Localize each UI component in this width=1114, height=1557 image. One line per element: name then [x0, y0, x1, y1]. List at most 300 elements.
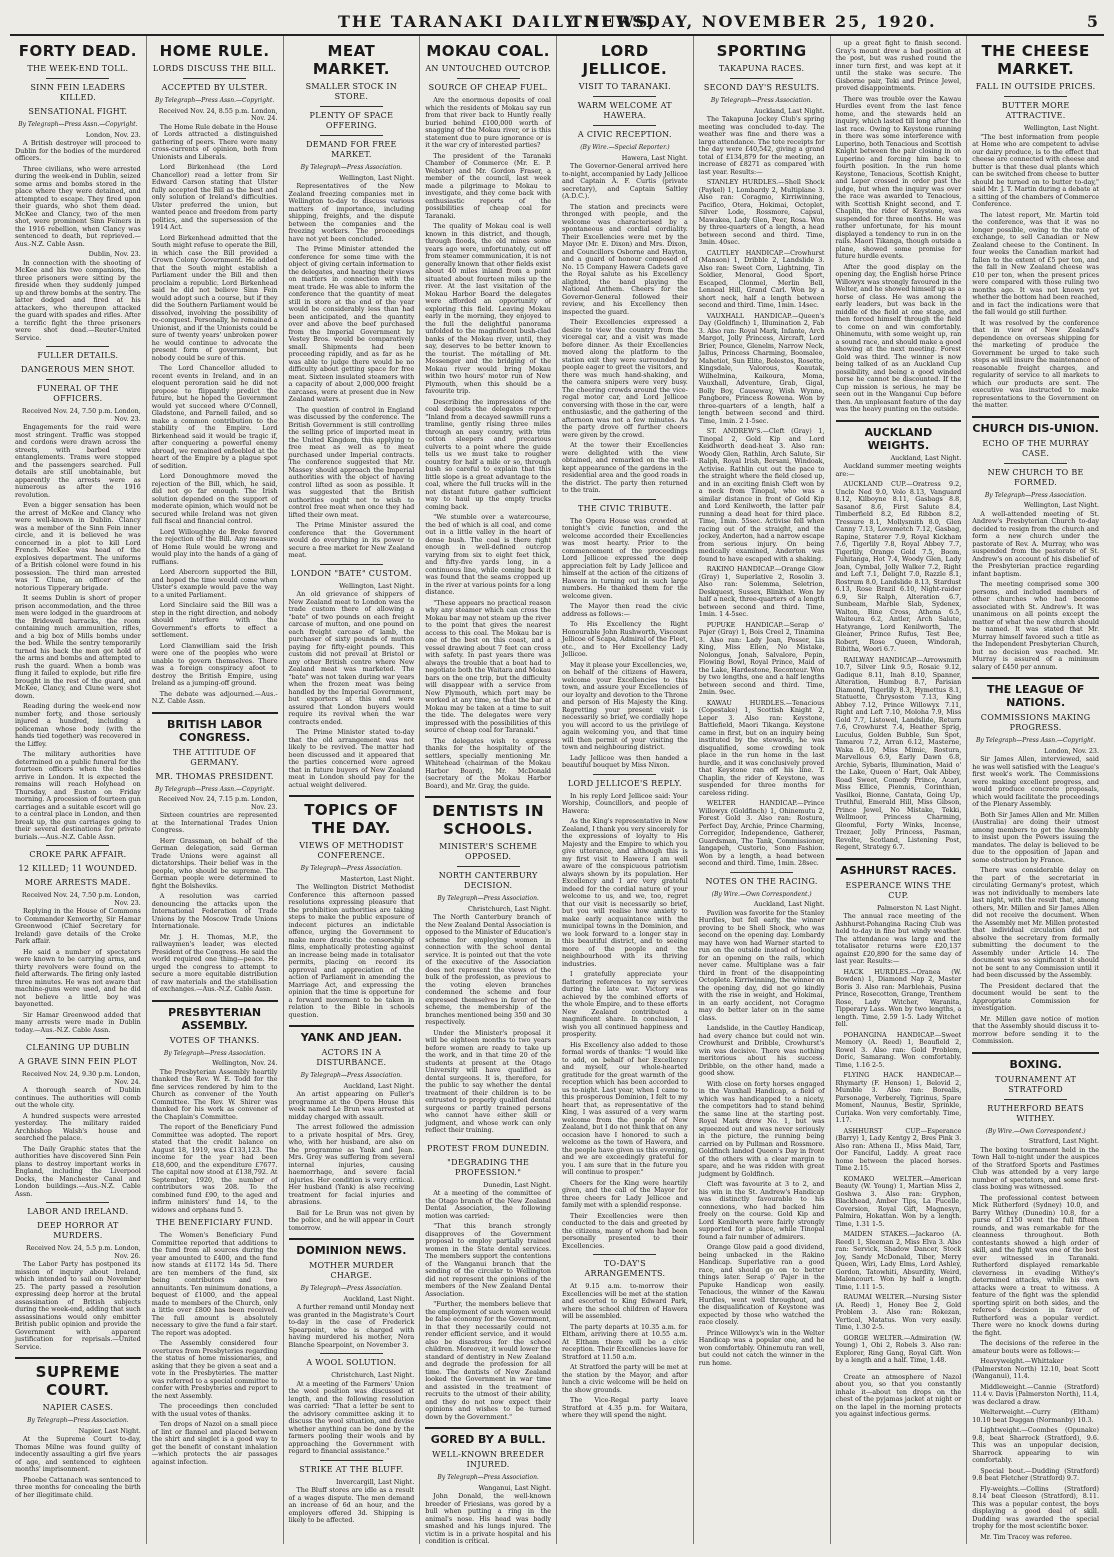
divider — [593, 774, 656, 775]
column-5 — [557, 36, 694, 1544]
headline: ASHHURST RACES. — [840, 863, 957, 877]
headline: DOMINION NEWS. — [296, 1244, 407, 1257]
divider — [183, 78, 246, 79]
credit-line: By Telegraph—Press Association. — [163, 1049, 266, 1057]
paragraph: There was trouble over the Kawau Hurdles event from the last fence home, and the stewards held an inquiry, which lasted till long after the last race. Owing to Keystone running in there was some interference with Luperino, both Tenacious and Scottish Knight between the pair closing in on Luperino and forcing him back to fourth position. In the run home Keystone, Tenacious, Scottish Knight, and Leper crossed in order past the judge, but when the inquiry was over the race was awarded to Tenacious, with Scottish Knight second, and T. Chaplin, the rider of Keystone, was suspended for three months. He was rather unfortunate, for his mount displayed a tendency to run in on the rails. Maori Tikanga, though outside a plane, showed some promise for future hurdle events. — [835, 94, 962, 260]
paragraph: With close on forty horses engaged in the Vauxhall Handicap, a field of which was handicapped to a nicety, the competitors had to stand behind the same line at the starting post. Royal Mark drew No. 1, but was squeezed out and was never seriously in the picture, the running being carried on by Pullman and Rossmore. Goldfinch landed Queen's Day in front of the others with a clear margin to spare, and he was ridden with great judgment by Goldfinch. — [698, 1079, 825, 1178]
credit-line: By Telegraph—Press Association. — [300, 1072, 403, 1079]
paragraph: The Daily Graphic states that the authorities have discovered Sinn Fein plans to destroy important works in England, including the Liverpool Docks, the Manchester Canal and London buildings.—Aus.-N.Z. Cable Assn. — [15, 1144, 141, 1198]
paragraph: POHANGINA HANDICAP.—Sweet Memory (A. Reed) 1, Beaufield 2, Rowel 3. Also ran: Gold Problem, Doric, Samarang. Won comfortably. Time, 1.16 2-5. — [835, 1030, 962, 1069]
paragraph: Auckland summer meeting weights are:— — [835, 462, 962, 478]
paragraph: The Prime Minister attended the conference for some time with the object of giving certain information to the delegates, and hearing their views on matters in connection with the meat trade. He was able to inform the conference that the quantity of meat still in store at the end of the year would be considerably less than had been anticipated, and the quantity over and above the beef purchased from the Imperial Government by Vestey Bros. would be comparatively small. Shipments had been proceeding rapidly, and as far as he was able to judge there would be no difficulty about getting space for free meat. Sixteen insulated steamers with a capacity of about 2,000,000 freight carcases, were at present due in New Zealand waters. — [288, 245, 415, 403]
paragraph: As the King's representative in New Zealand, I thank you very sincerely for the expressions of loyalty to His Majesty and the Empire to which you give utterance, and although this is my first visit to Hawera I am well aware of the conspicuous patriotism always shown by its population. Her Excellency and I are very grateful indeed for the cordial nature of your welcome to us, and we, too, regret that our visit is necessarily so brief, but you will realise how anxiety to make early acquaintance with the municipal towns in the Dominion, and we look forward to a longer stay in this beautiful district, and to seeing more of the people and the neighbourhood with its thriving industries. — [562, 817, 688, 968]
paragraph: The Prime Minister stated to-day that the old arrangement was not likely to be revived. The matter had been discussed and it appeared that the parties concerned were agreed that in future buyers of New Zealand meat in London should pay for the actual weight delivered. — [288, 728, 415, 789]
subheading: TAKAPUNA RACES. — [718, 64, 805, 73]
subheading: FUNERAL OF THE OFFICERS. — [36, 384, 119, 403]
credit-line: By Telegraph—Press Association. — [984, 491, 1087, 499]
paragraph: The Lord Chancellor alluded to recent events in Ireland, and in an eloquent peroration said he did not propose to flippantly predict the future, but he hoped the Government would yet succeed where O'Connell, Gladstone, and Parnell failed, and so make a common contribution to the stability of the Empire. Lord Birkenhead said it would be tragic if, after conquering a powerful enemy abroad, we remained enfeebled at the heart of the Empire by a plague spot of sedition. — [151, 364, 278, 470]
paragraph: An old grievance of shippers of New Zealand meat to London was the trade custom there of allowing a "bate" of two pounds on each freight carcase of mutton, and one pound on each freight carcase of lamb, the purchaser of sixty pounds of mutton paying for fifty-eight pounds. This custom did not prevail at Bristol or any other British centre where New Zealand meat was marketed. The "bate" was not taken during war years when the frozen meat was being handled by the Imperial Government, but exporters at this end were assured that London buyers would require its revival when the war contracts ended. — [288, 590, 415, 726]
divider — [1004, 96, 1067, 97]
subheading: ACTORS IN A DISTURBANCE. — [316, 1048, 387, 1067]
columns — [10, 36, 1104, 1544]
credit-line: (By Wire.—Own Correspondent.) — [985, 1127, 1086, 1135]
dateline: Masterton, Last Night. — [340, 874, 415, 883]
paragraph: MAIDEN STAKES.—Jackaroo (A. Reed) 1, Sleeman 2, Miss Elva 3. Also ran: Servick, Shadow Dancer, Stock Joy, Sandy McDonald, Tiber, Merry Queen, Wiri, Lady Elms, Lord Ashley, Gordon, Tatowhiti, Absurdity, Weird, Malencourt. Won by half a length. Time, 1.11 1-5. — [835, 1230, 962, 1291]
paragraph: "We stumble over a watercourse, the bed of which is all coal, and come out in a little valley in the heart of dense bush. The coal is there right enough in well-defined outcrop varying from six to eight feet thick, and fifty-five yards long, in a continuous line, while coming back it was found that the seams cropped up in the river at various points for a long distance. — [425, 513, 551, 596]
paragraph: Lord Abercorn supported the Bill, and hoped the time would come when Ulster's example would pave the way to a united Parliament. — [151, 568, 278, 599]
paragraph: A well-attended meeting of St. Andrew's Presbyterian Church to-day decided to resign from the church and form a new church under the pastorate of Rev. A. Murray, who was suspended from the pastorate of St. Andrew's on account of his disbelief of the Presbyterian practice regarding infant baptism. — [972, 509, 1099, 578]
paragraph: The meeting comprised some 300 persons, and included members of other churches who had become associated with St. Andrew's. It was unanimous on all points except the matter of what the new church should be named. It was stated that Mr. Murray himself favored such a title as the Independent Presbyterian Church, but no decision was reached. Mr. Murray is assured of a minimum salary of £450 per annum. — [972, 580, 1099, 671]
paragraph: Lightweight.—Coombes (Opunake) 9.8, beat Sharrock (Stratford), 9.6. This was an unpopular decision, Sharrock appearing to win comfortably. — [972, 1426, 1099, 1464]
paragraph: VAUXHALL HANDICAP.—Queen's Day (Goldfinch) 1, Illumination 2, Fab 3. Also ran: Royal Mark, Infante, Arch Margot, Jolly Princess, Aircraft, Lord Brier, Pounce, Glenelm, Narrow Neck, Jallus, Princess Charming, Boomalee, Mahetiot, Sun Elite, Bolestos, Rosette, Kingsdale, Valorous, Koautak, Wilhelmina, Kaikoura, Moma, Vauxhall, Adventure, Grab, Gigal, Bolly Boy, Causeway, Wish Wynne, Pangbore, Princess Rowena. Won by three-quarters of a length, half a length between second and third. Time, 1min. 2 1-5sec. — [698, 311, 825, 425]
divider — [320, 1460, 383, 1461]
section-divider — [289, 1025, 415, 1027]
section-divider — [836, 858, 962, 860]
paragraph: The quality of Mokau coal is well known in this district, and though, through floods, the old mines some years ago were, unfortunately, cut off from steamer communication, it is not generally known that other fields exist about 40 miles inland from a point situated about fourteen miles up the river. At the last visitation of the Mokau Harbor Board the delegates were afforded an opportunity of exploring this field. Leaving Mokau early in the morning, they enjoyed to the full the delightful panorama unfolded to the magnificent bush-clad banks of the Mokau river, until, they say, deserves to be better known to the tourist. The métalling of Mt. Messenger and the bridging of the Mokau river would bring Mokau within two hours' motor run of New Plymouth, when this should be a favourite trip. — [425, 222, 551, 395]
dateline: Dunedin, Last Night. — [483, 1180, 551, 1189]
paragraph: STANLEY HURDLES.—Shell Shock (Paykel) 1, Lombardy 2, Multiplane 3. Also ran: Coragmo, Kirriwinning, Pacifico, Otera, Hokimai, Octoplet, Silver Lode, Rossmore, Capsul, Mawakea, Lady Glen, Peer, Rosa. Won by three-quarters of a length, a head between second and third. Time, 3min. 40sec. — [698, 178, 825, 246]
paragraph: It was resolved by the conference that in view of New Zealand's dependence on overseas shipping for the marketing of produce the Government be urged to take such steps as will insure the maintenance of reasonable freight charges, and regularity of service to all markets to which our products are sent. The executive was instructed to make representations to the Government on the matter. — [972, 318, 1099, 409]
paragraph: I gratefully appreciate your flattering references to my services during the late war. Victory was achieved by the combined efforts of the whole Empire, and to these efforts New Zealand contributed a magnificent share. In conclusion, I wish you all continued happiness and prosperity. — [562, 970, 688, 1038]
page-number: 5 — [1086, 12, 1100, 31]
dateline: Wellington, Last Night. — [339, 581, 415, 590]
subheading: WELL-KNOWN BREEDER INJURED. — [432, 1450, 545, 1469]
headline: BOXING. — [1009, 1057, 1062, 1071]
paragraph: GORGE WELTER.—Admiration (W. Young) 1, Obi 2, Robels 3. Also ran: Explorer, Ring Gang, Royal Gift. Won by a length and a half. Time, 1.48. — [835, 1333, 962, 1364]
paragraph: The Mayor then read the civic address as follows:— — [562, 602, 688, 618]
subheading: THE ATTITUDE OF GERMANY. — [172, 747, 257, 767]
paragraph: Lord Birkenhead (the Lord Chancellor) read a letter from Sir Edward Carson stating that Ulster fully accepted the Bill as the best and only solution of Ireland's difficulties. Ulster preferred the union, but wanted peace and freedom from party politics, and the supersession of the 1914 Act. — [151, 163, 278, 231]
paragraph: The Home Rule debate in the House of Lords attracted a distinguished gathering of peers. There were many cross-currents of opinion, both from Unionists and Liberals. — [151, 122, 278, 161]
headline: SPORTING — [716, 42, 807, 60]
paragraph: The president of the Taranaki Chamber of Commerce (Mr. E. P. Webster) and Mr. Gordon Fraser, a member of the council, last week made a pilgrimage to Mokau to investigate, and they come back with enthusiastic reports of the possibilities of cheap coal for Taranaki. — [425, 151, 551, 220]
divider — [320, 135, 383, 136]
section-divider — [152, 1000, 278, 1002]
credit-line: By Telegraph—Press Association. — [437, 1474, 539, 1481]
column-1 — [10, 36, 147, 1544]
paragraph: Lord Birkenhead admitted that the South might refuse to operate the Bill, in which case the Bill provided a Crown Colony Government. He added that the South might establish a Parliament under the Bill and then proclaim a republic. Lord Birkenhead said he did not believe Sinn Fein would adopt such a course, but if they did the Southern Parliament would be dissolved, involving the possibility of re-conquest. Personally, he remained a Unionist, and if the Unionists could be sure of twenty years' unbroken power he would continue to advocate the present form of government, but nobody could be sure of this. — [151, 233, 278, 362]
subheading: PLENTY OF SPACE OFFERING. — [309, 111, 394, 130]
paragraph: The military authorities have determined on a public funeral for the fourteen officers when the bodies arrive in London. It is expected the remains will reach Holyhead on Thursday, and Euston on Friday morning. A procession of fourteen gun carriages and a suitable escort will go to a central place in London, and then break up, the gun carriages going to their several destinations for private burials.—Aus.-N.Z. Cable Assn. — [15, 750, 141, 841]
dateline: London, Nov. 23. — [1044, 746, 1099, 755]
paragraph: The debate was adjourned.—Aus.-N.Z. Cable Assn. — [151, 689, 278, 705]
dateline: Wellington, Last Night. — [1023, 501, 1099, 509]
subheading: MORE ARRESTS MADE. — [24, 878, 131, 887]
section-divider — [836, 420, 962, 422]
paragraph: Special bout.—Dudding (Stratford) 9.8 beat Fletcher (Stratford) 9.7. — [972, 1466, 1099, 1482]
headline: LORD JELLICOE. — [582, 42, 668, 78]
paragraph: At the tower their Excellencies were delighted with the view obtained, and remarked on the well-kept appearance of the gardens in the residential area and the good roads in the district. The party then returned to the train. — [562, 441, 688, 494]
paragraph: The Prime Minister assured the conference that the Government would do everything in its power to secure a free market for New Zealand meat. — [288, 521, 415, 559]
paragraph: The boxing tournament held in the Town Hall to-night under the auspices of the Stratford Sports and Pastimes Club was attended by a very large number of spectators, and some first-class boxing was witnessed. — [972, 1145, 1099, 1191]
paragraph: The party departs at 10.35 a.m. for Eltham, arriving there at 10.55 a.m. At Eltham there will be a civic reception. Their Excellencies leave for Stratford at 11.50 a.m. — [562, 1322, 688, 1361]
credit-line: By Telegraph—Press Assn.—Copyright. — [975, 737, 1096, 744]
paragraph: Phoebe Cattanach was sentenced to three months for concealing the birth of her illegitimate child. — [15, 1475, 141, 1499]
subheading: A CIVIC RECEPTION. — [577, 130, 672, 139]
headline: HOME RULE. — [159, 42, 270, 60]
paragraph: The Labor Party has postponed its mission of inquiry about Ireland, which intended to sail on November 25. The party passed a resolution expressing deep horror at the brutal assassination of British subjects during the week-end, adding that such assassinations would only embitter British public opinion and provide the Government with apparent justification for reprisals.—United Service. — [15, 1260, 141, 1351]
paragraph: The latest report, Mr. Martin told the conference, was that it was no longer possible, owing to the rate of exchange, to sell Canadian or New Zealand cheese to the Continent. In four weeks the Canadian market had fallen to the extent of £5 per ton, and the fall in New Zealand cheese was £10 per ton, when the present prices were compared with those ruling two months ago. It was not known yet whether the bottom had been reached, and in fact the indications were that the fall would go still further. — [972, 210, 1099, 316]
paragraph: Cheers for the King were heartily given, and the call of the Mayor for three cheers for Lady Jellicoe and family met with a splendid response. — [562, 1178, 688, 1209]
paragraph: WELTER HANDICAP.—Prince Willowyx (Goldfinch) 1, Ohinemutu 2, Forest Gold 3. Also ran: Rostura, Perfect Day, Archie, Prince Charming, Corregidor, Independence, Gatherer, Guardsman, The Tank, Commissioner, Iangapeh, Custorio, Sono Fashion. Won by a length, a head between second and third. Time, 1min. 28sec. — [698, 799, 825, 867]
paragraph: Sir Hamar Greenwood added that many arrests were made in Dublin today.—Aus.-N.Z. Cable Assn. — [15, 1010, 141, 1034]
paragraph: The decisions of the referee in the amateur bouts were as follows:— — [972, 1339, 1099, 1355]
divider — [46, 346, 109, 347]
paragraph: A thorough search of Dublin continues. The authorities will comb out the whole city. — [15, 1086, 141, 1109]
paragraph: John Donald, the well-known breeder of Friesians, was gored by a bull when putting a ring in the animal's nose. His head was badly smashed and his lungs injured. The victim is in a private hospital and his condition is critical. — [425, 1492, 551, 1544]
dateline: Hawera, Last Night. — [621, 153, 688, 162]
dateline: Auckland, Last Night. — [343, 1081, 415, 1090]
subheading: FULLER DETAILS. — [37, 351, 119, 360]
subheading: ESPERANCE WINS THE CUP. — [845, 880, 952, 900]
paragraph: After the good display on the opening day, the English horse Prince Willowyx was strongly favoured in the Welter, and he showed himself up as a horse of class. He was among the early leaders, but was back in the middle of the field at one stage, and then forced himself through the field to come on and win comfortably. Ohinemutu, with some weight up, ran a sound race, and should make a good showing at the next meeting. Forest Gold was third. The winner is now being talked of as an Auckland Cup possibility, and being a good winded horse he cannot be discounted. If the Cup mission is serious, he may be seen out in the Wanganui Cup before then. An unpleasant feature of the day was the heavy punting on the outside. — [835, 262, 962, 413]
paragraph: "These appears no practical reason why any steamer which can cross the Mokau bar may not steam up the river to the point that gives the nearest access to this coal. The Mokau bar is one of the best on this coast, and a vessel drawing about 7 feet can cross with safety. In past years there was always the trouble that a boat had to negotiate both the Waitara and Mokau bars on the one trip, but the difficulty will disappear with a service from New Plymouth, which port may be worked at any time, so that the bar at Mokau may be taken at a time to suit the tide. The delegates were very impressed with the possibilities of this source of cheap coal for Taranaki." — [425, 598, 551, 734]
credit-line: (By Wire.—Special Reporter.) — [580, 144, 670, 151]
paragraph: In connection with the shooting of McKee and his two companions, the three prisoners were sitting by the fireside when they suddenly jumped up and threw bombs at the sentry. The latter dodged and fired at his attackers, who thereupon attacked the guard with spades and rifles. After a terrific fight the three prisoners were shot dead.—Reuter-United Service. — [15, 258, 141, 342]
paragraph: The Wellington District Methodist Conference this afternoon passed resolutions expressing pleasure that the prohibition authorities are taking steps to make the public exposure of indecent pictures an indictable offence, urging the Government to make more drastic the censorship of films, emphatically protesting against an increase being made in totalisator permits, placing on record its approval and appreciation of the action of Parliament in amending the Marriage Act, and expressing the opinion that the time is opportune for a forward movement to be taken in relation to the Bible in schools question. — [288, 883, 415, 1019]
paragraph: Herr Grassman, on behalf of the German delegation, said German Trade Unions were against all dictatorships. Their belief was in the people, who should be supreme. The German people were determined to fight the Bolsheviks. — [151, 836, 278, 890]
headline: CHURCH DIS-UNION. — [972, 421, 1099, 435]
divider — [730, 78, 793, 79]
subheading: LORD JELLICOE'S REPLY. — [567, 778, 682, 788]
paragraph: "That this branch strongly disapproves of the Government proposal to employ partially trained women in the State dental services. The members support the contentions of the Wanganui branch that the sending of the circular to Wellington did not represent the opinions of the members of the New Zealand Dental Association. — [425, 1222, 551, 1298]
section-divider — [972, 1052, 1099, 1054]
paragraph: RAILWAY HANDICAP.—Arrowsmith 10.7, Silver Link 9.5, Rosaic 9.12, Gadique 8.11, Inah 8.10, Spanner, Alteration, Humbug 8.7, Parisian Diamond, Tigerlily 8.3, Hymettus 8.1, Statuette, Chrysostom 7.13, King Abbey 7.12, Prince Willowyx 7.11, Right and Left 7.10, Moloha 7.9, Miss Gold 7.7, Listowel, Landslide, Return 7.6, Crowhurst 7.4, Heather Sprig, Luculus, Golden Bubble, Sun Spot, Tamarou 7.2, Arran 6.12, Masterne, Waka 6.10, Miss Mimic, Rostura, Marvellous 6.9, Early Dawn 6.8, Archie, Sybaris, Illumination, Maid o' the Lake, Queen o' Hart, Oak Abbey, Road Sweet, Comedy Prince, Acari, Miss Ellice, Piemnis, Corinthian, Vasilkoi, Bionne, Cantata, Going Up, Truthful, Emerald Hill, Miss Gibson, Prince Jewel, No Mistake, Tekki, Wellmoor, Princess Charming, Gloomful, Forty Winks, Incense, Trezaer, Jolly Princess, Pasman, Revolte, Scotland, Listening Post, Regent, Strategy 6.7. — [835, 655, 962, 851]
divider — [593, 96, 656, 97]
paragraph: At the Supreme Court to-day, Thomas Milne was found guilty of indecently assaulting a girl five years of age, and sentenced to eighteen months' imprisonment. — [15, 1435, 141, 1473]
subheading: NAPIER CASES. — [42, 1403, 114, 1412]
paragraph: Representatives of the New Zealand freezing companies met in Wellington to-day to discuss various matters of importance, including shipping, freights, and the dispute between the companies and the freezing workers. The proceedings have not yet been concluded. — [288, 182, 415, 243]
paragraph: Lady Jellicoe was then handed a beautiful bouquet by Miss Nixon. — [562, 753, 688, 769]
subheading: "DEGRADING THE PROFESSION." — [447, 1157, 530, 1177]
paragraph: Reading during the week-end now number forty, and those seriously injured a hundred, including a policeman whose body (with the hands tied together) was recovered in the Liffey. — [15, 702, 141, 748]
paragraph: The Bluff stores are idle as a result of a wages dispute. The men demand an increase of 6d an hour, and the employers offered 3d. Shipping is likely to be affected. — [288, 1486, 415, 1524]
divider — [320, 564, 383, 565]
subheading: SENSATIONAL FIGHT. — [28, 107, 128, 116]
subheading: THE WEEK-END TOLL. — [27, 64, 129, 73]
subheading: SMALLER STOCK IN STORE. — [305, 82, 398, 101]
dateline: Received Nov. 24, 9.30 p.m. London, Nov. 24. — [21, 1070, 141, 1086]
divider — [46, 1202, 109, 1203]
credit-line: (By Wire.—Own Correspondent.) — [711, 890, 812, 898]
paragraph: The question of control in England was discussed by the conference. The British Government is still controlling the selling price of imported meat in the United Kingdom, this applying to free meat as well as to meat purchased under Imperial contracts. The conference suggested that Mr. Massey should approach the Imperial authorities with the object of having control lifted as soon as possible. It was suggested that the British authorities ought not to wish to control free meat when once they had lifted their own meat. — [288, 405, 415, 519]
dateline: Received Nov. 24, 7.15 p.m. London, Nov. 23. — [158, 795, 278, 811]
dateline: Received Nov. 24, 8.55 p.m. London, Nov. 24. — [158, 106, 278, 122]
subheading: FALL IN OUTSIDE PRICES. — [975, 82, 1096, 91]
subheading: MINISTER'S SCHEME OPPOSED. — [439, 842, 538, 861]
section-divider — [972, 677, 1099, 679]
subheading: MOTHER MURDER CHARGE. — [309, 1261, 394, 1280]
paragraph: He said a number of spectators were known to be carrying arms, and thirty revolvers were found on the field afterwards. The firing only lasted three minutes. He was not aware that machine-guns were used, and he did not believe a little boy was bayonetted. — [15, 947, 141, 1008]
paragraph: Their Excellencies were then conducted to the dais and greeted by the citizens, many of whom had been personally presented to their Excellencies. — [562, 1211, 688, 1250]
paragraph: Their Excellencies expressed a desire to view the country from the viceregal car, and a visit was made before dinner. As their Excellencies moved along the platform to the station exit they were surrounded by people eager to greet the visitors, and there was much hand-shaking, and the camera snipers were very busy. The cheering crowds around the vice-regal motor car, and Lord Jellicoe conversing with those in the car, were enthusiastic, and the gathering of the afternoon was not a few minutes. As the party drove off further cheers were given by the crowd. — [562, 318, 688, 439]
paragraph: It seems Dublin is short of proper prison accommodation, and the three men were lodged in the guardroom at the Bridewell barracks, the room containing much ammunition, rifles, and a big box of Mills bombs under the bed. While the sentry temporarily turned his back the men got hold of the arms and bombs and attempted to rush the guard. When a bomb was flung it failed to explode, but rifle fire brought in the rest of the guard, and McKee, Clancy, and Clune were shot down. — [15, 594, 141, 700]
paragraph: The Vice-Regal party leave Stratford at 4.35 p.m. for Waitara, where they will spend the night. — [562, 1396, 688, 1419]
paragraph: Prince Willowyx's win in the Welter Handicap was a popular one, and he won comfortably. Ohinemutu ran well, but could not catch the winner in the run home. — [698, 1328, 825, 1367]
headline: PRESBYTERIAN ASSEMBLY. — [168, 1005, 262, 1032]
credit-line: By Telegraph—Press Assn.—Copyright. — [154, 97, 275, 104]
divider — [46, 845, 109, 846]
divider — [593, 1254, 656, 1255]
paragraph: In his reply Lord Jellicoe said: Your Worship, Councillors, and people of Hawera: — [562, 791, 688, 815]
headline: MEAT MARKET. — [312, 42, 390, 78]
credit-line: By Telegraph—Press Assn.—Copyright. — [18, 121, 138, 128]
dateline: London, Nov. 23. — [85, 130, 141, 139]
masthead — [10, 4, 1104, 36]
subheading: TO-DAY'S ARRANGEMENTS. — [584, 1259, 666, 1278]
paragraph: Cleft was favourite at 3 to 2, and his win in the St. Andrew's Handicap was distinctly favourable to his connexions, who had backed him freely on the course. Gold Kip and Lord Kenilworth were fairly strongly supported for a place, while Tinopal found a fair number of admirers. — [698, 1180, 825, 1241]
subheading: 12 KILLED; 11 WOUNDED. — [18, 864, 138, 873]
section-divider — [15, 1357, 141, 1359]
paragraph: Mr. Tim Tracey was referee. — [980, 1532, 1072, 1541]
paragraph: RAUMAI WELTER.—Nursing Sister (A. Reed) 1, Honey Bee 2, Gold Problem 3. Also ran: Rokezan, Vertical, Matatus. Won very easily. Time, 1.30 2-5. — [835, 1293, 962, 1331]
subheading: WARM WELCOME AT HAWERA. — [577, 101, 672, 120]
column-8 — [967, 36, 1104, 1544]
headline: DENTISTS IN SCHOOLS. — [432, 802, 544, 838]
divider — [1004, 463, 1067, 464]
dateline: Wanganui, Last Night. — [478, 1483, 551, 1492]
masthead-date: THURSDAY, NOVEMBER 25, 1920. — [570, 12, 937, 31]
paragraph: At a meeting of the Farmers' Union the wool position was discussed at length, and the following resolution was carried: "That a letter be sent to the advisory committee asking it to discuss the wool situation, and devise whether anything can be done by the farmers pooling their wools and by approaching the Government with regard to financial assistance." — [288, 1379, 415, 1455]
column-2 — [147, 36, 284, 1544]
divider — [593, 125, 656, 126]
column-7 — [831, 36, 968, 1544]
subheading: THE CIVIC TRIBUTE. — [577, 503, 672, 513]
paragraph: Fly-weights.—Collins (Stratford) 8.14 beat Cleeson (Stratford), 8.11. This was a popular contest, the boys displaying a good deal of skill. Dudding was awarded the special trophy for the most scientific boxer. — [972, 1484, 1099, 1530]
subheading: ECHO OF THE MURRAY CASE. — [982, 438, 1089, 458]
column-6 — [694, 36, 831, 1544]
subheading: A WOOL SOLUTION. — [306, 1358, 397, 1367]
paragraph: Create an atmosphere of Nazol about you, so that you constantly inhale it—about ten drops on the chest of the pyjamas jacket at night or on the lapel in the morning protects you against infectious germs. — [835, 1372, 962, 1418]
subheading: CROKE PARK AFFAIR. — [29, 850, 127, 859]
section-divider — [152, 712, 278, 714]
subheading: A GRAVE SINN FEIN PLOT — [18, 1057, 138, 1066]
masthead-title: THE TARANAKI DAILY NEWS, — [338, 12, 657, 31]
paragraph: Lord Donoughmore moved the rejection of the Bill, which, he said, did not go far enough. The Irish solution depended on the support of moderate opinion, which would not be secured while Ireland was not given full fiscal and financial control. — [151, 472, 278, 525]
headline: SUPREME COURT. — [35, 1363, 121, 1399]
headline: THE LEAGUE OF NATIONS. — [986, 683, 1085, 709]
paragraph: PUPUKE HANDICAP.—Serap o' Pajer (Gray) 1, Bois Creel 2, Tinamina 3. Also ran: Lady Joan, Posser, Lis King, Miss Ellen, No Mistake, Nolongus, Jonah, Salvalore, Pepin, Flowing Bowl, Royal Prince, Maid of the Lake, Hardestone, Reconteur. Won by two lengths, one and a half lengths between second and third. Time, 2min. 9sec. — [698, 620, 825, 696]
paragraph: up a great fight to finish second. Gray's mount drew a bad position at the post, but was rushed round the inner turn first, and was kept at it until the stake was secure. The Gisborne pair, Teki and Prince Jewel, proved disappointments. — [835, 39, 962, 92]
paragraph: Bail for Le Brun was not given by the police, and he will appear in Court tomorrow. — [288, 1208, 415, 1232]
paragraph: The Governor-General arrived here to-night, accompanied by Lady Jellicoe and Captain A. F. Curtis (private secretary), and Captain Saltley (A.D.C.). — [562, 162, 688, 200]
divider — [457, 866, 520, 867]
dateline: Received Nov. 24, 7.50 p.m. London, Nov. 23. — [21, 891, 141, 907]
paragraph: Pavilion was favorite for the Stanley Hurdles, but fell early, the winner proving to be Shell Shock, who was second on the opening day. Lombardy may have won had Warner started to run on the outside instead of looking for an opening on the rails, which never came. Multiplane was a fair third in front of the disappointing Octoplete. Kirriwinning, the winner on the opening day, did not go kindly with the rise in weight, and Hokimai, in an early accident, not Coragmo may do better later on in the same class. — [698, 908, 825, 1022]
paragraph: The station and precincts were thronged with people, and the welcome was characterised by a spontaneous and cordial cordiality. Their Excellencies were met by the Mayor (Mr. E. Dixon) and Mrs. Dixon, and Councillors Osborne and Hayton, and a guard of honour composed of No. 15 Company Hawera Cadets gave the Royal salute as his Excellency alighted, the band playing the National Anthem. Cheers for the Governor-General followed their review, and his Excellency then inspected the guard. — [562, 202, 688, 316]
subheading: BUTTER MORE ATTRACTIVE. — [1001, 101, 1070, 120]
dateline: Wellington, Nov. 24. — [212, 1059, 278, 1067]
paragraph: Under the Minister's proposal it will be eighteen months to two years before women are ready to take up the work, and in that time 20 of the students at present at the Otago University will have qualified as dental surgeons. It is, therefore, for the public to say whether the dental treatment of their children is to be entrusted to properly qualified dental surgeons or partly trained persons who cannot have either skill or judgment, and whose work can only reflect their training. — [425, 1028, 551, 1134]
paragraph: The Women's Beneficiary Fund Committee reported that additions to the fund from all sources during the year amounted to £400, and the fund now stands at £1172 14s 5d. There are ten members of the fund, six being contributors and two annuitants. Ten minimum donations, a bequest of £1000, and the appeal made to members of the Church, only a little over £800 has been received. The full amount is absolutely necessary to give the fund a fair start. The report was adopted. — [151, 1231, 278, 1337]
paragraph: The arrest followed the admission to a private hospital of Mrs. Grey, who, with her husband, are also on the programme as Yank and Jean. Mrs. Grey was suffering from several internal injuries, causing haemorrhage, and severe facial injuries. Her condition is very critical. Her husband (Yank) is also receiving treatment for facial injuries and abrasions. — [288, 1123, 415, 1206]
paragraph: KOMAKO WELTER.—American Beauty (W. Young) 1, Martian Miss 2, Goshwa 3. Also ran: Gryphon, Blackhead, Amber Tips, La Pucelle, Coversion, Royal Gift, Magnesyn, Palmira, Hokattan. Won by a length. Time, 1.31 1-5. — [835, 1174, 962, 1228]
newspaper-page — [4, 4, 1110, 1549]
divider — [867, 1369, 930, 1370]
paragraph: A further remand until Monday next was granted in the Magistrate's Court to-day in the case of Frederick Spearpoint, who is charged with having murdered his mother, Nora Blanche Spearpoint, on November 3. — [288, 1303, 415, 1349]
paragraph: ASHHURST CUP.—Esperance (Barry) 1, Lady Kentgy 2, Bres Pink 3. Also ran: Athena II., Miss Maid, Tarr, Oor Fanciful, Laddy. A great race home between the placed horses. Time 2.15. — [835, 1126, 962, 1172]
paragraph: Welterweight.—Curry (Eltham) 10.10 beat Duggan (Normanby) 10.3. — [972, 1408, 1099, 1424]
paragraph: ST. ANDREW'S.—Cleft (Gray) 1, Tinopal 2, Gold Kip and Lord Keidlworth dead-heat 3. Also ran: Woody Glen, Rathlin, Arch Salute, Sir Ralph, Royal Irish, Bersani, Windoak, Activise. Rathlin cut out the pace to the straight where the field closed up, and in an exciting finish Cleft won by a neck from Tinopal, who was a similar distance in front of Gold Kip and Lord Kenilworth, the latter pair running a dead heat for third place. Time, 1min. 55sec. Activise fell when racing out of the straight, and the jockey, Anderton, had a narrow escape from serious injury. On being medically examined, Anderton was found to have escaped with a shaking. — [698, 427, 825, 563]
paragraph: Replying in the House of Commons to Commander Kenworthy, Sir Hamar Greenwood (Chief Secretary for Ireland) gave details of the Croke Park affair. — [15, 907, 141, 945]
section-divider — [289, 1238, 415, 1240]
headline: BRITISH LABOR CONGRESS. — [167, 717, 263, 744]
subheading: COMMISSIONS MAKING PROGRESS. — [980, 713, 1091, 732]
divider — [320, 106, 383, 107]
paragraph: Heavyweight.—Whittaker (Palmerston North) 12.10, beat Scott (Wanganui), 11.4. — [972, 1357, 1099, 1380]
paragraph: At a meeting of the committee of the Otago branch of the New Zealand Dental Association, the following motion was carried: — [425, 1189, 551, 1220]
paragraph: To His Excellency the Right Honourable John Rushworth, Viscount Jellicoe of Scapa, Admiral of the Fleet, etc., and to Her Excellency Lady Jellicoe. — [562, 620, 688, 658]
dateline: Dublin, Nov. 23. — [88, 250, 141, 258]
subheading: CLEANING UP DUBLIN — [26, 1043, 130, 1052]
credit-line: By Telegraph—Press Assn.—Copyright. — [154, 785, 275, 793]
subheading: VIEWS OF METHODIST CONFERENCE. — [299, 841, 404, 860]
paragraph: An artist appearing on Fuller's programme at the Opera House this week named Le Brun was arrested at midday charged with assault. — [288, 1090, 415, 1121]
subheading: TOURNAMENT AT STRATFORD — [995, 1074, 1077, 1094]
paragraph: "Further, the members believe that the employment of such women would be false economy for the Government, in that they necessarily could not render efficient service, and it would also be disastrous for the school children. Moreover, it would lower the standard of dentistry in New Zealand and degrade the profession for all time. The dentists of New Zealand looked the Government in war time and assisted in the treatment of recruits to the utmost of their ability, and they do not now expect their opinions and wishes to be turned down by the Government." — [425, 1300, 551, 1421]
paragraph: Middleweight.—Cannie (Stratford) 11.4 v. Davis (Palmerston North), 11.4, was declared a draw. — [972, 1382, 1099, 1406]
credit-line: By Telegraph—Press Association. — [300, 865, 403, 872]
paragraph: The Presbyterian Assembly heartily thanked the Rev. W. E. Todd for the fine services rendered by him to the Church as convener of the Youth Committee. The Rev. W. Shirer was thanked for his work as convener of the Chaplain's Committee. — [151, 1067, 278, 1121]
subheading: MR. THOMAS PRESIDENT. — [155, 771, 274, 781]
subheading: STRIKE AT THE BLUFF. — [299, 1464, 404, 1474]
headline: TOPICS OF THE DAY. — [304, 801, 399, 837]
dateline: Christchurch, Last Night. — [331, 1371, 415, 1379]
paragraph: The President declared that the document would be sent to the Appropriate Commission for investigation. — [972, 981, 1099, 1012]
headline: AUCKLAND WEIGHTS. — [864, 425, 933, 452]
paragraph: May it please your Excellencies, we, on behalf of the citizens of Hawera, welcome your Excellencies to this town, and assure your Excellencies of our loyalty and devotion to the Throne and person of His Majesty the King. Regretting your present visit is necessarily so brief, we cordially hope you will accord to us the privilege of again welcoming you, and that time will then permit of your visiting the town and neighbouring district. — [562, 660, 688, 751]
paragraph: Lord Clanwilliam said the Irish were one of the peoples who were unable to govern themselves. There was a foreign conspiracy afoot to destroy the British Empire, using Ireland as a jumping-off ground. — [151, 641, 278, 687]
paragraph: The North Canterbury branch of the New Zealand Dental Association is opposed to the Minister of Education's scheme for employing women in connection with the school dental service. It is pointed out that the vote of the executive of the Association does not represent the views of the bulk of the profession, as previous to the voting eleven branches condemned the scheme and four expressed themselves in favor of the scheme, the membership of the branches mentioned being 350 and 30 respectively. — [425, 913, 551, 1026]
subheading: NOTES ON THE RACING. — [705, 876, 818, 886]
paragraph: Describing the impressions of the coal deposits the delegates report: "Inland from a decayed sawmill runs a tramline, gently rising three miles through an easy country, with trim cotton sleepers and precarious culverts to a point where the guide tells us we must take to rougher country for half a mile or so, through bush so careful to explain that this little slope is a great advantage to the coal, where the full trucks will in the not distant future gather sufficient way to haul up the empty trucks coming back. — [425, 397, 551, 511]
headline: THE CHEESE MARKET. — [981, 42, 1090, 78]
subheading: LABOR AND IRELAND. — [27, 1207, 129, 1216]
column-4 — [420, 36, 557, 1544]
paragraph: The Takapuna Jockey Club's spring meeting was concluded to-day. The weather was fine and there was a large attendance. The tote receipts for the day were £40,542, giving a grand total of £134,879 for the meeting, an increase of £8271 as compared with last year. Results:— — [698, 115, 825, 176]
subheading: LORDS DISCUSS THE BILL. — [152, 64, 277, 73]
subheading: VISIT TO TARANAKI. — [578, 82, 671, 91]
subheading: PROTEST FROM DUNEDIN. — [426, 1143, 550, 1153]
divider — [46, 1038, 109, 1039]
dateline: Auckland, Last Night. — [890, 453, 962, 462]
dateline: Auckland, Last Night. — [343, 1294, 415, 1303]
divider — [320, 1353, 383, 1354]
paragraph: A hundred suspects were arrested yesterday. The military raided Archbishop Walsh's house and searched the palace. — [15, 1111, 141, 1142]
paragraph: A British destroyer will proceed to Dublin for the bodies of the murdered officers. — [15, 139, 141, 162]
dateline: Christchurch, Last Night. — [468, 904, 551, 913]
subheading: RUTHERFORD BEATS WITHEY. — [987, 1103, 1084, 1123]
section-divider — [972, 416, 1099, 418]
subheading: SOURCE OF CHEAP FUEL. — [428, 83, 548, 92]
dateline: Auckland, Last Night. — [753, 900, 825, 908]
subheading: AN UNTOUCHED OUTCROP. — [425, 64, 551, 73]
dateline: Stratford, Last Night. — [1028, 1137, 1099, 1145]
paragraph: His Excellency also added to those formal words of thanks: "I would like to add, on behalf of her Excellency and myself, our whole-hearted gratitude for the great warmth of the reception which has been accorded to us to-night. Last year, when I came to this prosperous Dominion, I felt to my heart that, as representative of the King, I was assured of a very warm welcome from the people of New Zealand, but I do not think that on any occasion have I honored to such a welcome as the town of Hawera, and the people have given us this evening, and we are exceedingly grateful for you. I am sure that in the future you will continue to prosper." — [562, 1040, 688, 1176]
paragraph: The professional contest between Mick Rutherford (Sydney) 10.0, and Barry Withey (Dunedin) 10.8, for a purse of £150 went the full fifteen rounds, and was remarkable for the cleanness throughout. Both contestants showed a high order of skill, and the fight was one of the best ever witnessed in Taranaki. Rutherford displayed remarkable cleverness in evading Withey's determined attacks, while his own attacks were a treat to witness. A feature of the fight was the splendid sporting spirit on both sides, and the referee's decision in favor of Rutherford was a popular verdict. There were no knock downs during the fight. — [972, 1193, 1099, 1337]
divider — [730, 872, 793, 873]
paragraph: Sir James Allen, interviewed, said he was well satisfied with the League's first week's work. The Commissions were making excellent progress, and would produce concrete proposals, which would facilitate the proceedings of the Plenary Assembly. — [972, 755, 1099, 808]
paragraph: There was considerable delay on the part of the secretariat in circulating Germany's protest, which was not individually to members late last night, with the result that, among others, Mr. Millen and Sir James Allen did not receive the document. When the Assembly met Mr. Millen protested that individual circulation did not absolve the secretary from formally submitting the document to the Assembly under Article 14. The document was so significant it should not be sent to any Commission until it had been discussed by the Assembly. — [972, 866, 1099, 979]
paragraph: At Stratford the party will be met at the station by the Mayor, and after lunch a civic welcome will be held on the show grounds. — [562, 1363, 688, 1394]
headline: FORTY DEAD. — [18, 42, 137, 60]
paragraph: Lord Sinclaire said the Bill was a step in the right direction, and nobody should interfere with the Government's efforts to effect a settlement. — [151, 601, 278, 639]
subheading: LONDON "BATE" CUSTOM. — [290, 568, 412, 578]
paragraph: A resolution was carried denouncing the attacks upon the International Federation of Trade Unions by the Moscow Trade Unions Internationale. — [151, 892, 278, 930]
subheading: NEW CHURCH TO BE FORMED. — [987, 467, 1084, 487]
subheading: ACCEPTED BY ULSTER. — [161, 83, 268, 92]
paragraph: FLYING HACK HANDICAP.—Rhymarty (F. Henson) 1, Belovid 2, Mumble 3. Also ran: Borealis, Parsonage, Verberely, Tigrinus, Spare Moment, Naunus, Bestir, Sprinkle, Curiaka. Won very comfortably. Time, 1.17. — [835, 1071, 962, 1124]
headline: GORED BY A BULL. — [430, 1433, 546, 1446]
paragraph: Even a bigger sensation has been the arrest of McKee and Clancy who were well-known in Dublin. Clancy was a member of the Sinn Fein inner circle, and it is believed he was concerned in a plot to kill Lord French. McKee was head of the explosives department. The uniforms of a British colonel were found in his possession. The third man arrested was T. Clune, an officer of the notorious Tipperary brigade. — [15, 501, 141, 592]
paragraph: The Opera House was crowded at tonight's civic function, and the welcome accorded their Excellencies was most hearty. Prior to the commencement of the proceedings Lord Jellicoe expressed the deep appreciation felt by Lady Jellicoe and himself at the action of the citizens of Hawera in turning out in such large numbers. He thanked them for the welcome given. — [562, 516, 688, 600]
paragraph: Sixteen countries are represented at the International Trades Union Congress. — [151, 811, 278, 834]
paragraph: AUCKLAND CUP.—Oratress 9.2, Uncle Ned 9.0, Volo 8.13, Vanguard 8.12, Kilboyne 8.11, Gasbags 8.8, Sasanof 8.6, First Salute 8.4, Timberfield 8.2, Ed Ribbon 8.2, Tressure 8.1, Mollysmith 8.0, Glen Canny 7.13, Lovemetch 7.12, Gasbag, Rapine, Staterer 7.9, Royal Kickham 7.6, Tigerlily 7.8, Royal Abbey 7.7, Tigerlily, Orange Gold 7.5, Boom, Fuhitanga, Hot 7.4, Woody Glen, Lady Joan, Cymbal, Jolly Walker 7.2, Right and Left 7.1, Delight 7.0, Razzle 8.1, Rostrum 8.0, Landslide 8.13, Stardust 6.13, Rose Brazil 6.10, Night-raider 6.9, Sir Ralph, Alteration 6.7, Sunbeam, Marble Slab, Sydenex, Walton, Bine Cross, Athena 6.5, Waiteura 6.2, Antler, Arch Salute, Hatyrange, Lord Kenilworth, The Gleaner, Prince Rufus, Test Bee, Robert, Rose Queen, Windorah, Bibitha, Woori 6.7. — [835, 480, 962, 653]
divider — [46, 379, 109, 380]
column-3 — [284, 36, 421, 1544]
paragraph: Three civilians, who were arrested during the week-end in Dublin, seized some arms and bombs stored in the place where they were detained, and attempted to escape. They fired upon their guards, who shot them dead. McKee and Clancy, two of the men shot, were prominent Sinn Feiners in the 1916 rebellion, when Clancy was sentenced to death, but reprieved.—Aus.-N.Z. Cable Assn. — [15, 164, 141, 248]
credit-line: By Telegraph—Press Association. — [300, 164, 403, 171]
paragraph: "The best information from people at Home who are competent to advise our dairy produce, is to the effect that cheese are connected with cheese and butter is that these dual plants which can be switched from cheese to butter should be turned on to butter to-day," said Mr. J. T. Martin during a debate at a sitting of the chambers of Commerce Conference. — [972, 132, 1099, 208]
subheading: NORTH CANTERBURY DECISION. — [438, 871, 538, 890]
paragraph: CAUTLEY HANDICAP.—Crowhurst (Manson) 1, Dribble 2, Landslide 3. Also ran: Sweet Corn, Lightning, Tin Soldier, Menoral, Good Sport, Escaped, Clonmel, Merlin Bell, Lennoal Hill, Grand Carl. Won by a short neck, half a length between second and third. Time, 1min. 14sec. — [698, 248, 825, 309]
headline: MOKAU COAL. — [426, 42, 550, 60]
credit-line: By Telegraph—Press Association. — [710, 97, 813, 104]
paragraph: The Assembly considered four overtures from Presbyteries regarding the status of home missionaries, and asking that they be given a seat and a vote in the Presbyteries. The matter was referred to a special committee to confer with Presbyteries and report to the next Assembly. — [151, 1339, 278, 1400]
paragraph: The report of the Beneficiary Fund Committee was adopted. The report stated that the credit balance on August 18, 1919, was £133,123. The income for the year had been £18,600, and the expenditure £7677. The capital now stood at £138,792. At September, 1920, the number of contributors was 208. To the combined fund £90, to the aged and infirm ministers' fund 14, to the widows and orphans fund 5. — [151, 1123, 278, 1214]
divider — [457, 1139, 520, 1140]
paragraph: Landslide, in the Cautley Handicap, had every chance but could not win. Crowhurst and Dribble, Crowhurst's win was decisive. There was nothing meritorious about his success. Dribble, on the other hand, made a good show. — [698, 1024, 825, 1077]
paragraph: KAWAU HURDLES.—Tenacious (Copestake) 1, Scottish Knight 2, Leper 3. Also ran: Keystone, Battlefield, Maori Tikanga. Keystone came in first, but on an inquiry being instituted by the stewards, he was disqualified, some crowding took place in the run home in the last hurdle, and it was conclusively proved that Keystone ran off his line. T. Chaplin, the rider of Keystone, was suspended for three months for careless riding. — [698, 698, 825, 797]
dateline: Palmerston N. Last Night. — [877, 903, 962, 912]
dateline: Invercargill, Last Night. — [336, 1477, 415, 1486]
dateline: Napier, Last Night. — [78, 1426, 141, 1435]
headline: YANK AND JEAN. — [300, 1031, 402, 1044]
subheading: SINN FEIN LEADERS KILLED. — [30, 83, 126, 102]
subheading: DEEP HORROR AT MURDERS. — [37, 1221, 119, 1240]
credit-line: By Telegraph—Press Association. — [437, 895, 539, 902]
divider — [593, 499, 656, 500]
subheading: DANGEROUS MEN SHOT. — [20, 365, 135, 374]
paragraph: Orange Glow paid a good dividend, being unbacked in the Rakino Handicap. Superlative ran a good race, and should go on to better things later. Serap o' Pajer in the Pupuke Handicap won easily. Tenacious, the winner of the Kawau Hurdles, went well throughout, and the disqualification of Keystone was expected by those who watched the race closely. — [698, 1243, 825, 1326]
subheading: THE BENEFICIARY FUND. — [156, 1218, 274, 1227]
paragraph: The delegates wish to express thanks for the hospitality of the settlers, specially mentioning Mr. Whitehead (chairman of the Mokau Harbor Board), Mr. McDonald (secretary of the Mokau Harbor Board), and Mr. Gray, the guide. — [425, 736, 551, 790]
paragraph: Mr. J. H. Thomas, M.P., the railwaymen's leader, was elected President of the Congress. He said the world required one thing—peace. He urged the congress to attempt to secure a more equitable distribution of raw materials and the stabilisation of exchanges.—Aus.-N.Z. Cable Assn. — [151, 932, 278, 993]
paragraph: Lord Willoughby de Broke favored the rejection of the Bill. Any measure of Home Rule would be wrong and would play into the hands of a gang of ruffians. — [151, 527, 278, 566]
divider — [1004, 1099, 1067, 1100]
section-divider — [425, 796, 551, 798]
credit-line: By Telegraph—Press Association. — [300, 1285, 403, 1292]
dateline: Wellington, Last Night. — [339, 173, 415, 182]
paragraph: At 9.15 a.m. to-morrow their Excellencies will be met at the station and escorted to King Edward Park, where the school children of Hawera will be assembled. — [562, 1282, 688, 1320]
paragraph: Ten drops of Nazol on a small piece of lint or flannel and placed between the shirt and singlet is a good way to get the benefit of constant inhalation—which protects the air passages against infection. — [151, 1420, 278, 1466]
paragraph: Engagements for the raid were most stringent. Traffic was stopped and cordons were drawn across the streets, with barbed wire entanglements. Trams were stopped and the passengers searched. Full details are still unobtainable, but apparently the arrests were as numerous as after the 1916 revolution. — [15, 423, 141, 499]
dateline: Wellington, Last Night. — [1023, 124, 1099, 132]
dateline: Received Nov. 24, 7.50 p.m. London, Nov. 23. — [21, 407, 141, 423]
section-divider — [289, 795, 415, 797]
divider — [46, 78, 109, 79]
dateline: Received Nov. 24, 5.5 p.m. London, Nov. 26. — [25, 1244, 141, 1260]
section-divider — [425, 1427, 551, 1429]
paragraph: Mr. Millen gave notice of motion that the Assembly should discuss it to-morrow before sending it to the Commission. — [972, 1014, 1099, 1045]
subheading: VOTES OF THANKS. — [169, 1035, 260, 1045]
paragraph: Both Sir James Allen and Mr. Millen (Australia) are doing their utmost among members to get the Assembly to insist upon the Powers issuing the mandates. The delay is believed to be due to the opposition of Japan and some obstruction by France. — [972, 810, 1099, 864]
subheading: DEMAND FOR FREE MARKET. — [306, 140, 397, 159]
paragraph: The annual race meeting of the Ashhurst-Pohangina Racing Club was held to-day in fine but windy weather. The attendance was large and the totalisator returns were £20,137 against £20,890 for the same day of last year. Results:— — [835, 912, 962, 965]
paragraph: RAKINO HANDICAP.—Orange Glow (Gray) 1, Superlative 2, Rosolin 3. Also ran: Solemma, Seletrion, Deskquest, Sussex, Blinkhat. Won by half a neck, three-quarters of a length between second and third. Time, 1min. 1 4-5sec. — [698, 565, 825, 618]
subheading: SECOND DAY'S RESULTS. — [703, 83, 820, 92]
divider — [457, 78, 520, 79]
